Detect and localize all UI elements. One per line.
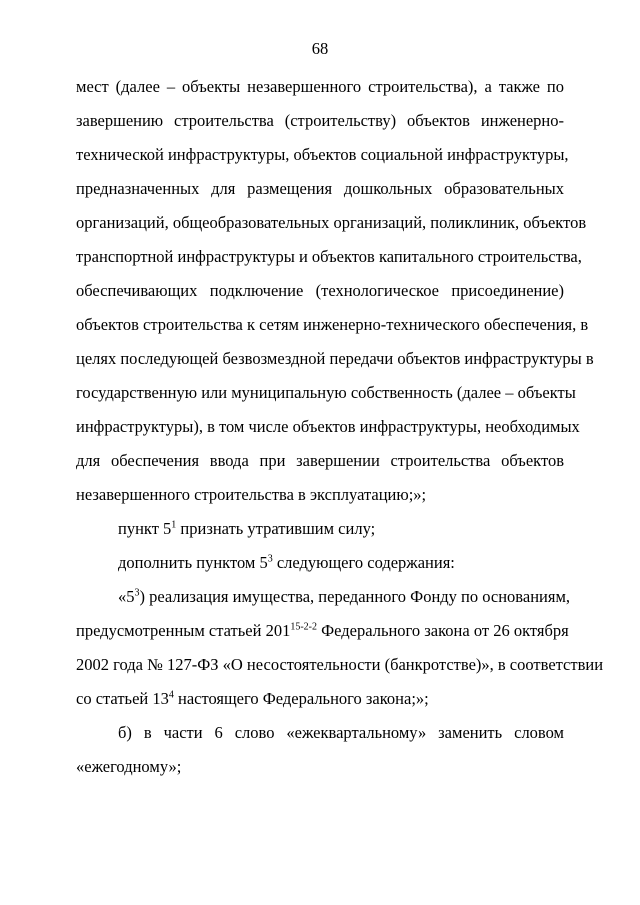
quote-text: со статьей 13 [76, 689, 169, 708]
quote-line [76, 580, 571, 614]
text-line: мест (далее – объекты незавершенного строительства), а также по [76, 77, 564, 96]
item-b-line: б) в части 6 слово «ежеквартальному» заменить словом [118, 723, 564, 742]
item-repeal-text: пункт 5 [118, 519, 172, 538]
text-line: завершению строительства (строительству) объектов инженерно- [76, 111, 564, 130]
text-line: объектов строительства к сетям инженерно-технического обеспечения, в [76, 315, 589, 334]
quote-text: ) реализация имущества, переданного Фонду по основаниям, [139, 587, 571, 606]
body-text [76, 70, 604, 784]
superscript: 4 [168, 689, 174, 701]
item-b-line: «ежегодному»; [76, 757, 182, 776]
text-line: транспортной инфраструктуры и объектов капитального строительства, [76, 247, 582, 266]
text-line: организаций, общеобразовательных организаций, поликлиник, объектов [76, 213, 587, 232]
text-line: инфраструктуры), в том числе объектов инфраструктуры, необходимых [76, 417, 580, 436]
superscript: 1 [171, 519, 177, 531]
quote-line: 2002 года № 127-ФЗ «О несостоятельности (банкротстве)», в соответствии [76, 655, 604, 674]
item-add-text: следующего содержания: [272, 553, 455, 572]
superscript: 3 [267, 553, 273, 565]
quote-text: настоящего Федерального закона;»; [173, 689, 429, 708]
quote-line [76, 682, 564, 716]
text-line: предназначенных для размещения дошкольных образовательных [76, 179, 564, 198]
text-line: технической инфраструктуры, объектов социальной инфраструктуры, [76, 145, 569, 164]
text-line: обеспечивающих подключение (технологическое присоединение) [76, 281, 564, 300]
item-repeal [76, 512, 564, 546]
item-repeal-text: признать утратившим силу; [176, 519, 376, 538]
superscript: 3 [134, 587, 140, 599]
quote-text: Федерального закона от 26 октября [317, 621, 569, 640]
text-line: целях последующей безвозмездной передачи объектов инфраструктуры в [76, 349, 594, 368]
text-line: государственную или муниципальную собственность (далее – объекты [76, 383, 576, 402]
item-add-text: дополнить пунктом 5 [118, 553, 268, 572]
quote-text: предусмотренным статьей 201 [76, 621, 291, 640]
page-number: 68 [311, 39, 329, 58]
item-add [76, 546, 564, 580]
text-line: для обеспечения ввода при завершении строительства объектов [76, 451, 564, 470]
superscript: 15-2-2 [290, 621, 317, 633]
text-line: незавершенного строительства в эксплуатацию;»; [76, 485, 427, 504]
quote-line [76, 614, 569, 648]
quote-text: «5 [118, 587, 135, 606]
